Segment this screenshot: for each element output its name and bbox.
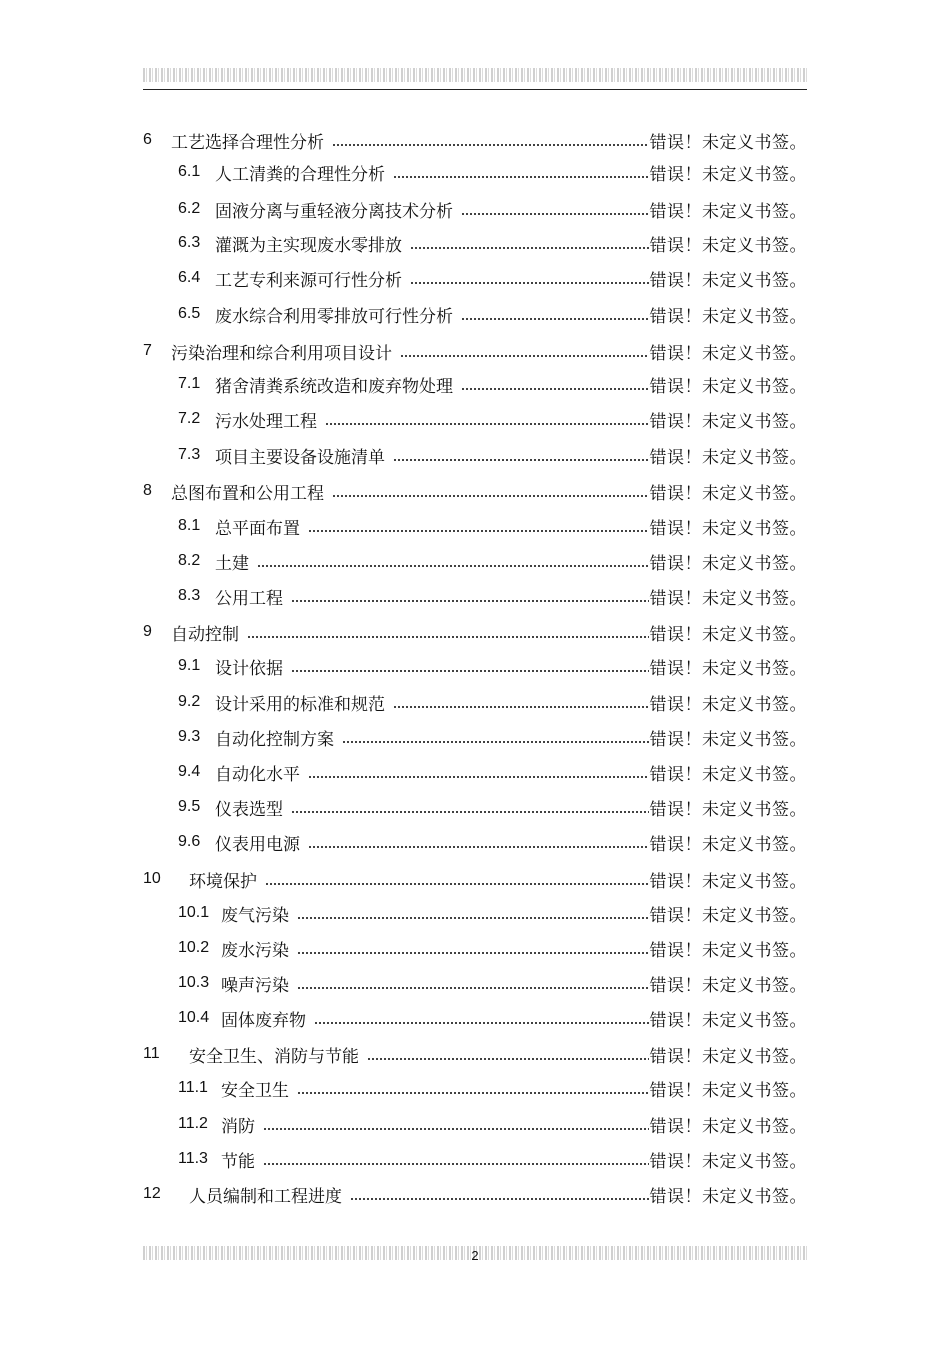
toc-entry[interactable]	[178, 265, 807, 291]
toc-entry-number: 9	[143, 623, 152, 640]
toc-entry-page-ref: 错误！未定义书签。	[649, 376, 807, 397]
toc-entry-page-ref: 错误！未定义书签。	[649, 1080, 807, 1101]
toc-entry[interactable]	[178, 513, 807, 539]
toc-entry-page-ref: 错误！未定义书签。	[649, 658, 807, 679]
toc-entry-title: 环境保护	[189, 871, 257, 892]
toc-entry-number: 10.2	[178, 939, 210, 956]
toc-dot-leader	[332, 144, 649, 146]
toc-entry[interactable]	[178, 371, 807, 397]
toc-entry-number: 7.1	[178, 375, 201, 392]
toc-dot-leader	[263, 1128, 649, 1130]
toc-entry-number: 7.3	[178, 446, 201, 463]
toc-dot-leader	[297, 1092, 649, 1094]
toc-entry-page-ref: 错误！未定义书签。	[649, 1186, 807, 1207]
toc-entry[interactable]	[178, 196, 807, 222]
toc-entry[interactable]	[178, 829, 807, 855]
header-rule	[143, 89, 807, 90]
toc-entry-page-ref: 错误！未定义书签。	[649, 411, 807, 432]
toc-entry-number: 6.4	[178, 269, 201, 286]
toc-entry-page-ref: 错误！未定义书签。	[649, 164, 807, 185]
toc-entry-number: 6.2	[178, 200, 201, 217]
toc-entry-page-ref: 错误！未定义书签。	[649, 975, 807, 996]
toc-entry-page-ref: 错误！未定义书签。	[649, 447, 807, 468]
toc-entry-number: 7	[143, 342, 152, 359]
toc-entry-page-ref: 错误！未定义书签。	[649, 1010, 807, 1031]
toc-entry[interactable]	[178, 1075, 807, 1101]
toc-entry-title: 土建	[215, 553, 249, 574]
toc-entry-title: 节能	[221, 1151, 255, 1172]
toc-entry-number: 7.2	[178, 410, 201, 427]
toc-entry-title: 安全卫生、消防与节能	[189, 1046, 359, 1067]
toc-entry[interactable]	[178, 653, 807, 679]
toc-entry-page-ref: 错误！未定义书签。	[649, 518, 807, 539]
toc-dot-leader	[265, 883, 649, 885]
toc-entry-page-ref: 错误！未定义书签。	[649, 201, 807, 222]
toc-entry-title: 消防	[221, 1116, 255, 1137]
toc-entry-page-ref: 错误！未定义书签。	[649, 940, 807, 961]
toc-entry-page-ref: 错误！未定义书签。	[649, 1151, 807, 1172]
toc-entry-number: 8.2	[178, 552, 201, 569]
toc-entry[interactable]	[178, 159, 807, 185]
toc-entry-title: 人员编制和工程进度	[189, 1186, 342, 1207]
toc-entry-title: 污水处理工程	[215, 411, 317, 432]
toc-entry-page-ref: 错误！未定义书签。	[649, 483, 807, 504]
toc-dot-leader	[247, 636, 649, 638]
toc-entry-page-ref: 错误！未定义书签。	[649, 834, 807, 855]
toc-dot-leader	[291, 600, 649, 602]
toc-entry-number: 11	[143, 1045, 160, 1062]
toc-dot-leader	[257, 565, 649, 567]
toc-entry-number: 6	[143, 131, 152, 148]
toc-entry-title: 工艺选择合理性分析	[171, 132, 324, 153]
toc-entry-title: 人工清粪的合理性分析	[215, 164, 385, 185]
toc-entry[interactable]	[178, 900, 807, 926]
toc-entry-page-ref: 错误！未定义书签。	[649, 343, 807, 364]
toc-entry-page-ref: 错误！未定义书签。	[649, 764, 807, 785]
toc-dot-leader	[342, 741, 649, 743]
toc-entry-title: 废水综合利用零排放可行性分析	[215, 306, 453, 327]
toc-entry-number: 11.2	[178, 1115, 208, 1132]
toc-dot-leader	[461, 318, 649, 320]
toc-entry-title: 猪舍清粪系统改造和废弃物处理	[215, 376, 453, 397]
toc-entry-number: 11.3	[178, 1150, 208, 1167]
toc-entry-title: 污染治理和综合利用项目设计	[171, 343, 392, 364]
toc-dot-leader	[291, 670, 649, 672]
toc-entry-page-ref: 错误！未定义书签。	[649, 1116, 807, 1137]
toc-entry[interactable]	[178, 1111, 807, 1137]
toc-entry-page-ref: 错误！未定义书签。	[649, 235, 807, 256]
toc-entry-number: 9.1	[178, 657, 201, 674]
toc-entry[interactable]	[178, 442, 807, 468]
toc-entry-title: 项目主要设备设施清单	[215, 447, 385, 468]
toc-entry[interactable]	[178, 724, 807, 750]
toc-dot-leader	[308, 776, 649, 778]
toc-entry[interactable]	[178, 230, 807, 256]
toc-entry-number: 10.4	[178, 1009, 210, 1026]
toc-entry-title: 仪表选型	[215, 799, 283, 820]
toc-entry-page-ref: 错误！未定义书签。	[649, 270, 807, 291]
toc-entry-page-ref: 错误！未定义书签。	[649, 905, 807, 926]
toc-entry-page-ref: 错误！未定义书签。	[649, 729, 807, 750]
toc-entry-number: 8.1	[178, 517, 201, 534]
toc-entry-title: 废气污染	[221, 905, 289, 926]
toc-dot-leader	[400, 355, 649, 357]
toc-entry-page-ref: 错误！未定义书签。	[649, 553, 807, 574]
toc-dot-leader	[461, 213, 649, 215]
toc-entry-page-ref: 错误！未定义书签。	[649, 871, 807, 892]
toc-entry[interactable]	[178, 970, 807, 996]
toc-entry-number: 6.3	[178, 234, 201, 251]
toc-entry-title: 灌溉为主实现废水零排放	[215, 235, 402, 256]
toc-entry-page-ref: 错误！未定义书签。	[649, 694, 807, 715]
toc-entry-title: 总图布置和公用工程	[171, 483, 324, 504]
toc-entry-number: 9.4	[178, 763, 201, 780]
toc-entry[interactable]	[143, 478, 807, 504]
toc-entry-title: 噪声污染	[221, 975, 289, 996]
toc-dot-leader	[297, 952, 649, 954]
toc-entry[interactable]	[143, 866, 807, 892]
toc-entry-title: 公用工程	[215, 588, 283, 609]
toc-entry-title: 仪表用电源	[215, 834, 300, 855]
toc-entry-title: 固液分离与重轻液分离技术分析	[215, 201, 453, 222]
toc-dot-leader	[308, 846, 649, 848]
toc-entry-title: 固体废弃物	[221, 1010, 306, 1031]
toc-dot-leader	[350, 1198, 649, 1200]
toc-entry-page-ref: 错误！未定义书签。	[649, 624, 807, 645]
toc-dot-leader	[308, 530, 649, 532]
toc-entry-number: 10.3	[178, 974, 210, 991]
header-decoration	[143, 68, 807, 82]
toc-entry[interactable]	[178, 406, 807, 432]
toc-dot-leader	[393, 459, 649, 461]
toc-entry-title: 设计采用的标准和规范	[215, 694, 385, 715]
toc-entry[interactable]	[143, 1041, 807, 1067]
toc-entry[interactable]	[178, 1005, 807, 1031]
page-number: 2	[471, 1248, 479, 1263]
toc-entry[interactable]	[178, 794, 807, 820]
toc-dot-leader	[367, 1058, 649, 1060]
toc-dot-leader	[393, 176, 649, 178]
toc-entry-title: 安全卫生	[221, 1080, 289, 1101]
toc-dot-leader	[263, 1163, 649, 1165]
toc-dot-leader	[410, 247, 649, 249]
toc-entry[interactable]	[143, 1181, 807, 1207]
toc-dot-leader	[332, 495, 649, 497]
toc-entry-number: 10	[143, 870, 161, 887]
toc-entry[interactable]	[178, 759, 807, 785]
toc-entry-title: 总平面布置	[215, 518, 300, 539]
toc-entry-number: 10.1	[178, 904, 210, 921]
toc-entry-title: 自动化水平	[215, 764, 300, 785]
toc-entry-page-ref: 错误！未定义书签。	[649, 799, 807, 820]
toc-entry-number: 9.3	[178, 728, 201, 745]
toc-entry-number: 11.1	[178, 1079, 208, 1096]
toc-entry-title: 工艺专利来源可行性分析	[215, 270, 402, 291]
toc-entry[interactable]	[178, 935, 807, 961]
toc-entry-number: 9.5	[178, 798, 201, 815]
toc-entry-number: 12	[143, 1185, 161, 1202]
toc-entry-number: 8.3	[178, 587, 201, 604]
toc-entry-title: 废水污染	[221, 940, 289, 961]
toc-dot-leader	[297, 917, 649, 919]
toc-dot-leader	[461, 388, 649, 390]
toc-entry[interactable]	[143, 127, 807, 153]
toc-entry-page-ref: 错误！未定义书签。	[649, 306, 807, 327]
toc-dot-leader	[297, 987, 649, 989]
toc-entry[interactable]	[178, 583, 807, 609]
toc-entry-number: 6.5	[178, 305, 201, 322]
toc-entry[interactable]	[143, 619, 807, 645]
toc-dot-leader	[291, 811, 649, 813]
toc-entry[interactable]	[143, 338, 807, 364]
toc-entry[interactable]	[178, 1146, 807, 1172]
toc-dot-leader	[325, 423, 649, 425]
toc-entry-page-ref: 错误！未定义书签。	[649, 132, 807, 153]
toc-entry-title: 自动化控制方案	[215, 729, 334, 750]
toc-dot-leader	[393, 706, 649, 708]
toc-entry[interactable]	[178, 301, 807, 327]
toc-entry[interactable]	[178, 548, 807, 574]
toc-entry-title: 设计依据	[215, 658, 283, 679]
toc-entry-page-ref: 错误！未定义书签。	[649, 588, 807, 609]
toc-dot-leader	[410, 282, 649, 284]
toc-entry-page-ref: 错误！未定义书签。	[649, 1046, 807, 1067]
toc-dot-leader	[314, 1022, 649, 1024]
toc-entry-title: 自动控制	[171, 624, 239, 645]
toc-entry-number: 9.6	[178, 833, 201, 850]
toc-entry-number: 8	[143, 482, 152, 499]
toc-entry[interactable]	[178, 689, 807, 715]
toc-entry-number: 9.2	[178, 693, 201, 710]
toc-entry-number: 6.1	[178, 163, 201, 180]
